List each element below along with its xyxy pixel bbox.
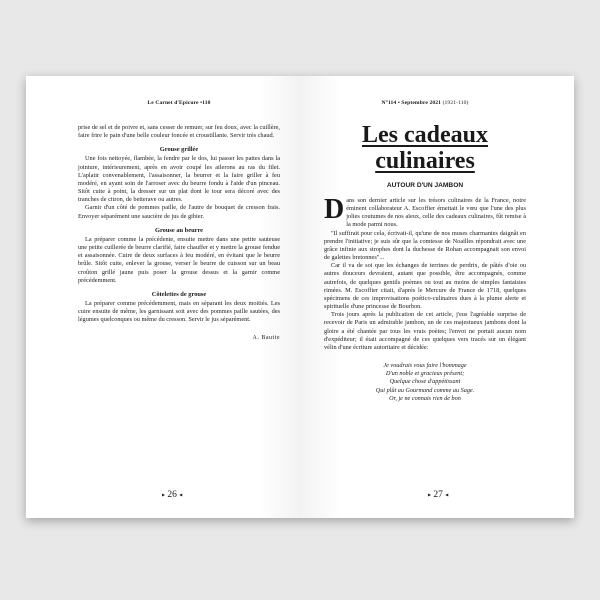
folio-mark-right: ◂	[445, 492, 449, 499]
page-number-left	[162, 490, 182, 500]
paragraph: Car il va de soi que les échanges de terrines de perdrix, de pâtés d'oie ou autres douceurs devraient, autant que possible, être accompagnés, comme autrefois, de quelques gentils poèmes ou tout au moins de simples fantaisies rimées. M. Escoffier citait, d'après le Mercure de France de 1718, quelques spécimens de ces improvisations poético-culinaires dues à la plume alerte et spirituelle d'une princesse de Bourbon.	[324, 262, 526, 311]
page-number-right	[428, 490, 448, 500]
title-line-2: culinaires	[375, 148, 475, 174]
poem-line: Qui plût au Gourmand comme au Sage.	[375, 386, 475, 394]
right-running-head	[324, 100, 526, 106]
paragraph: Trois jours après la publication de cet article, j'eus l'agréable surprise de recevoir de Paris un admirable jambon, un de ces majestueux jambons dont la gloire a été chantée par tous les vrais poètes; l'envoi ne portait aucun nom d'expéditeur; il était accompagné de ces quelques vers tracés sur un élégant vélin d'une écriture autoritaire et décidée:	[324, 311, 526, 351]
magazine-name: Le Carnet d'Epicure	[147, 100, 199, 106]
paragraph: La préparer comme précédemment, mais en séparant les deux moitiés. Les cuire ensuite de même, les garnissant soit avec des pommes paille sautées, des légumes quelconques ou même du cresson. Servir le jus séparément.	[78, 299, 280, 324]
poem-line: Or, je ne connais rien de bon	[389, 394, 461, 402]
article-subtitle: AUTOUR D'UN JAMBON	[386, 182, 464, 189]
title-line-1: Les cadeaux	[362, 122, 488, 148]
right-article-text	[324, 194, 526, 352]
issue-number: N°114	[381, 100, 397, 106]
folio-mark-left: ▸	[162, 492, 166, 499]
page-number-value: 27	[433, 490, 443, 500]
poem-verse	[324, 362, 526, 403]
section-heading: Côtelettes de grouse	[151, 290, 207, 298]
poem-line: D'un noble et gracieux présent;	[385, 370, 465, 378]
lead-text: ans son dernier article sur les trésors culinaires de la France, notre éminent collaborateur A. Escoffier émettait le vœu que l'une des plus jolies coutumes de nos aïeux, celle des cadeaux culinaires, fût remise à la mode parmi nous.	[346, 197, 526, 229]
left-article-text	[78, 124, 280, 343]
right-page	[300, 76, 574, 518]
paragraph: La préparer comme la précédente, ensuite mettre dans une petite sauteuse une petite cuillerée de beurre clarifié, faire chauffer et y mettre la grouse fendue et assaisonnée. Cuire de deux surfaces à feu modéré, en évitant que le beurre brûle. Sitôt cuite, enlever la grouse, verser le beurre de cuisson sur un beau croûton grillé jaune puis poser la grouse dessus et la garnir comme précédemment.	[78, 235, 280, 284]
issue-original-year: (1921-110)	[442, 100, 469, 106]
magazine-spread	[26, 76, 574, 518]
intro-paragraph: prise de sel et de poivre et, sans cesser de remuer, sur feu doux, avec la cuillère, faire frire le pain d'une belle couleur foncée et croustillante. Servir très chaud.	[78, 124, 280, 140]
folio-mark-right: ◂	[179, 492, 183, 499]
drop-cap: D	[324, 194, 345, 225]
section-heading: Grouse grillée	[159, 146, 199, 154]
paragraph: Une fois nettoyée, flambée, la fendre par le dos, lui passer les pattes dans la jointure, intérieurement, après en avoir coupé les ailerons au ras du filet. L'aplatir convenablement, l'assaisonner, la beurrer et la faire griller à feu modéré, en ayant soin de l'arroser avec du beurre fondu à l'aide d'un pinceau. Sitôt cuite à point, la dresser sur un plat dont le tour sera décoré avec des tranches de citron, de betterave ou autres.	[78, 155, 280, 204]
poem-line: Quelque chose d'appétissant	[389, 378, 461, 386]
article-title	[324, 122, 526, 174]
left-running-head	[78, 100, 280, 106]
issue-date: • Septembre 2021	[396, 100, 443, 106]
author-signature: A. Bautte	[252, 335, 280, 342]
paragraph: Garnir d'un côté de pommes paille, de l'autre de bouquet de cresson frais. Envoyer séparément une saucière de jus de gibier.	[78, 204, 280, 220]
lead-paragraph	[324, 194, 526, 230]
paragraph: "Il suffirait pour cela, écrivait-il, qu'une de nos muses charmantes daignât en prendre l'initiative; je suis sûr que la comtesse de Noailles répondrait avec une grâce infinie aux strophes dont la duchesse de Rohan accompagnait son envoi de galettes bretonnes"...	[324, 229, 526, 262]
folio-mark-left: ▸	[428, 492, 432, 499]
issue-marker: •110	[200, 100, 211, 106]
page-number-value: 26	[167, 490, 177, 500]
section-heading: Grouse au beurre	[154, 226, 204, 234]
poem-line: Je voudrais vous faire l'hommage	[383, 361, 467, 369]
left-page	[26, 76, 300, 518]
